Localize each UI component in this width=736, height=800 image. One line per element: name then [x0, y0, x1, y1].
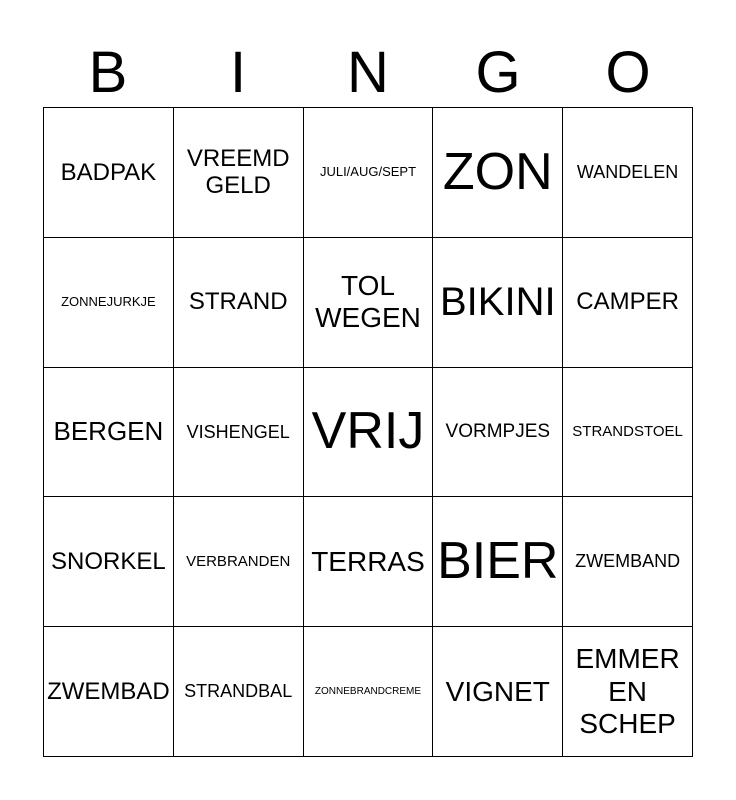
cell-label: JULI/AUG/SEPT — [319, 163, 417, 179]
bingo-cell[interactable] — [563, 368, 693, 498]
bingo-cell[interactable] — [174, 238, 304, 368]
cell-label: ZONNEJURKJE — [61, 293, 156, 309]
bingo-cell[interactable] — [44, 108, 174, 238]
bingo-cell[interactable] — [563, 108, 693, 238]
bingo-cell[interactable] — [304, 368, 434, 498]
cell-label: ZON — [442, 142, 553, 201]
cell-label: VERBRANDEN — [186, 553, 291, 571]
cell-label: VREEMD GELD — [186, 144, 290, 200]
bingo-cell[interactable] — [304, 108, 434, 238]
bingo-cell[interactable] — [433, 627, 563, 757]
bingo-cell[interactable] — [563, 497, 693, 627]
cell-label: SNORKEL — [51, 547, 166, 575]
cell-label: EMMER EN SCHEP — [575, 643, 680, 739]
cell-label: STRAND — [188, 288, 288, 316]
cell-label: ZONNEBRANDCREME — [314, 685, 422, 697]
header-letter-n: N — [347, 40, 389, 105]
cell-label: ZWEMBAND — [575, 551, 681, 572]
cell-label: CAMPER — [576, 288, 679, 316]
bingo-cell[interactable] — [44, 627, 174, 757]
cell-label: STRANDSTOEL — [572, 423, 683, 441]
bingo-cell[interactable] — [433, 497, 563, 627]
bingo-cell[interactable] — [174, 108, 304, 238]
bingo-cell[interactable] — [304, 497, 434, 627]
cell-label: BERGEN — [53, 416, 164, 447]
cell-label: BIER — [437, 531, 559, 590]
bingo-header — [43, 40, 693, 106]
bingo-cell[interactable] — [433, 368, 563, 498]
bingo-cell[interactable] — [304, 238, 434, 368]
cell-label: VIGNET — [445, 675, 550, 707]
bingo-cell[interactable] — [174, 368, 304, 498]
header-letter-o: O — [605, 40, 651, 105]
bingo-card-grid — [43, 107, 693, 757]
cell-label: BIKINI — [439, 280, 556, 325]
cell-label: TERRAS — [311, 545, 425, 577]
header-letter-g: G — [475, 40, 521, 105]
cell-label: ZWEMBAD — [47, 677, 170, 705]
cell-label: BADPAK — [60, 158, 157, 186]
cell-label: WANDELEN — [576, 162, 679, 183]
header-letter-i: I — [229, 40, 247, 105]
cell-label: STRANDBAL — [184, 681, 293, 702]
bingo-cell[interactable] — [174, 627, 304, 757]
header-letter-b: B — [88, 40, 128, 105]
bingo-cell[interactable] — [44, 368, 174, 498]
cell-label: VORMPJES — [445, 421, 551, 443]
bingo-cell[interactable] — [44, 497, 174, 627]
bingo-cell[interactable] — [433, 238, 563, 368]
cell-label: TOL WEGEN — [315, 270, 421, 334]
cell-label: VRIJ — [311, 402, 425, 461]
bingo-cell[interactable] — [174, 497, 304, 627]
bingo-cell[interactable] — [563, 627, 693, 757]
bingo-cell[interactable] — [563, 238, 693, 368]
cell-label: VISHENGEL — [186, 421, 290, 442]
bingo-cell[interactable] — [433, 108, 563, 238]
bingo-cell[interactable] — [304, 627, 434, 757]
bingo-cell[interactable] — [44, 238, 174, 368]
